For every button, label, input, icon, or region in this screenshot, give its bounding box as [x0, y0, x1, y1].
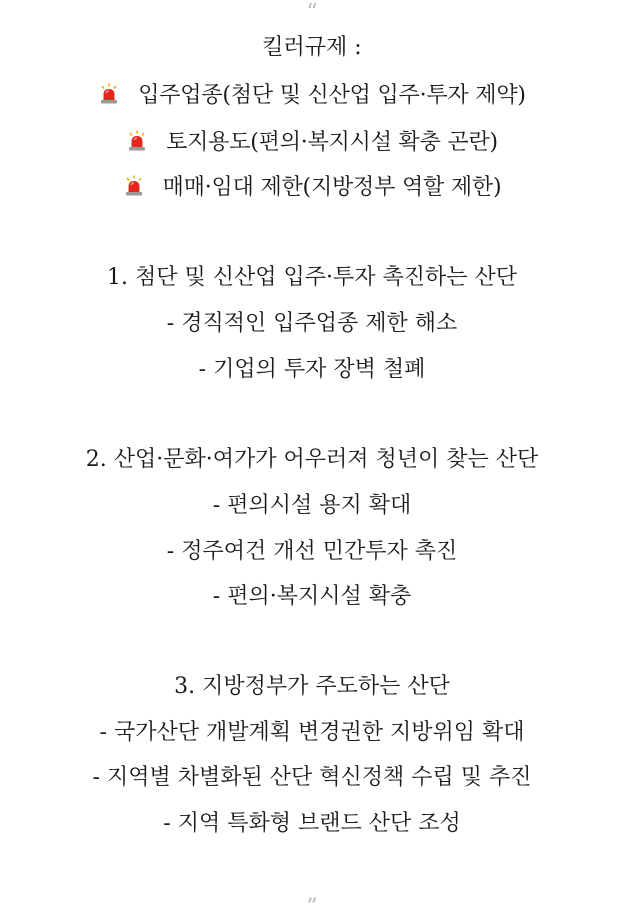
section-item: - 편의시설 용지 확대: [212, 493, 412, 518]
regulation-item: [0, 173, 624, 203]
section-heading: 2. 산업·문화·여가가 어우러져 청년이 찾는 산단: [85, 447, 539, 472]
regulation-item: [0, 81, 624, 111]
regulation-item: [0, 128, 624, 158]
section-heading: 3. 지방정부가 주도하는 산단: [174, 674, 450, 699]
open-quote-mark: “: [306, 0, 318, 25]
close-quote-mark: ”: [306, 895, 318, 920]
section-item: - 지역별 차별화된 산단 혁신정책 수립 및 추진: [92, 765, 532, 790]
section-item: - 기업의 투자 장벽 철폐: [198, 357, 426, 382]
section-item: - 지역 특화형 브랜드 산단 조성: [163, 811, 461, 836]
section-item: - 경직적인 입주업종 제한 해소: [166, 311, 458, 336]
section-heading: 1. 첨단 및 신산업 입주·투자 촉진하는 산단: [107, 265, 517, 290]
regulation-label: 입주업종(첨단 및 신산업 입주·투자 제약): [138, 83, 526, 108]
siren-icon: [123, 175, 145, 197]
siren-icon: [126, 130, 148, 152]
section-item: - 정주여건 개선 민간투자 촉진: [166, 539, 458, 564]
killer-regulation-header: 킬러규제 :: [262, 35, 362, 60]
regulation-label: 매매·임대 제한(지방정부 역할 제한): [162, 175, 502, 200]
regulation-label: 토지용도(편의·복지시설 확충 곤란): [166, 130, 498, 155]
section-item: - 편의·복지시설 확충: [212, 584, 412, 609]
siren-icon: [98, 83, 120, 105]
section-item: - 국가산단 개발계획 변경권한 지방위임 확대: [99, 720, 525, 745]
